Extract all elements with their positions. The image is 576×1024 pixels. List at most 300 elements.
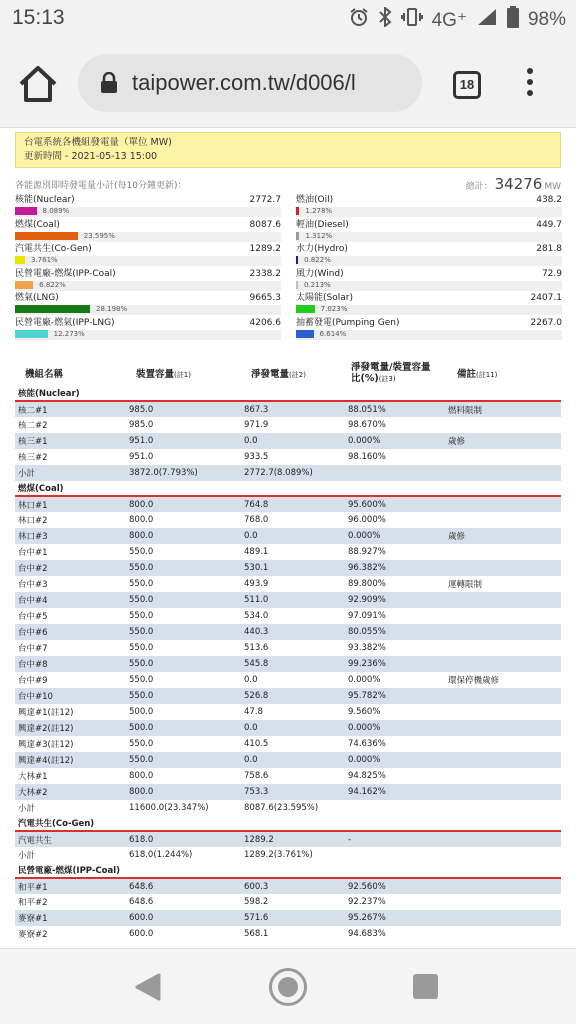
capacity-cell: 550.0: [126, 688, 241, 704]
alarm-icon: [349, 7, 369, 33]
energy-share-bar: [15, 330, 281, 340]
energy-source-value: 72.9: [541, 268, 562, 279]
remark-cell: [445, 560, 561, 576]
ratio-cell: 95.267%: [345, 910, 445, 926]
table-row: [15, 768, 561, 784]
back-icon: [135, 973, 161, 1001]
net-generation-cell: 768.0: [241, 512, 345, 528]
net-generation-cell: 534.0: [241, 608, 345, 624]
remark-cell: [445, 512, 561, 528]
remark-cell: [445, 688, 561, 704]
capacity-cell: 985.0: [126, 417, 241, 433]
url-text: taipower.com.tw/d006/l: [132, 70, 356, 95]
energy-share-fill: [296, 305, 315, 313]
browser-toolbar: [0, 38, 576, 128]
category-label: 汽電共生(Co-Gen): [15, 816, 561, 831]
unit-name-cell: 台中#6: [15, 624, 126, 640]
unit-name-cell: 和平#1: [15, 878, 126, 894]
capacity-cell: 500.0: [126, 704, 241, 720]
ratio-cell: 0.000%: [345, 752, 445, 768]
energy-source-item: [296, 317, 562, 342]
energy-share-percent: 6.614%: [319, 330, 347, 338]
net-generation-cell: 47.8: [241, 704, 345, 720]
unit-name-cell: 台中#7: [15, 640, 126, 656]
energy-source-value: 1289.2: [249, 244, 281, 255]
status-time: 15:13: [12, 6, 65, 29]
energy-share-percent: 12.273%: [53, 330, 85, 338]
col-remark: 備註(註11): [445, 360, 561, 386]
category-label: 燃煤(Coal): [15, 481, 561, 496]
unit-name-cell: 台中#1: [15, 544, 126, 560]
col-ratio: 淨發電量/裝置容量 比(%)(註3): [345, 360, 445, 386]
table-row: [15, 688, 561, 704]
net-generation-cell: 764.8: [241, 496, 345, 512]
energy-source-name: 燃油(Oil): [296, 195, 334, 205]
capacity-cell: 618.0(1.244%): [126, 847, 241, 863]
energy-share-fill: [296, 281, 298, 289]
ratio-cell: 95.600%: [345, 496, 445, 512]
total-generation: 總計： 34276 MW: [465, 175, 561, 193]
status-icons: [349, 6, 566, 34]
ratio-cell: 88.051%: [345, 401, 445, 417]
energy-source-name: 民營電廠-燃氣(IPP-LNG): [15, 318, 115, 328]
table-row: [15, 449, 561, 465]
capacity-cell: 800.0: [126, 528, 241, 544]
table-row: [15, 894, 561, 910]
net-generation-cell: 571.6: [241, 910, 345, 926]
capacity-cell: 648.6: [126, 894, 241, 910]
capacity-cell: 800.0: [126, 768, 241, 784]
ratio-cell: 92.560%: [345, 878, 445, 894]
net-generation-cell: 493.9: [241, 576, 345, 592]
table-row: [15, 608, 561, 624]
col-capacity: 裝置容量(註1): [126, 360, 241, 386]
remark-cell: [445, 640, 561, 656]
capacity-cell: 550.0: [126, 672, 241, 688]
energy-share-bar: [15, 256, 281, 266]
category-row: [15, 863, 561, 878]
ratio-cell: 98.160%: [345, 449, 445, 465]
remark-cell: [445, 910, 561, 926]
ratio-cell: -: [345, 831, 445, 847]
summary-header: [15, 175, 561, 194]
net-generation-cell: 568.1: [241, 926, 345, 942]
net-generation-cell: 1289.2(3.761%): [241, 847, 345, 863]
energy-share-fill: [296, 256, 298, 264]
status-bar: [0, 0, 576, 38]
ratio-cell: 94.162%: [345, 784, 445, 800]
table-row: [15, 878, 561, 894]
capacity-cell: 600.0: [126, 910, 241, 926]
remark-cell: 燃料限制: [445, 401, 561, 417]
capacity-cell: 3872.0(7.793%): [126, 465, 241, 481]
energy-source-item: [15, 268, 281, 293]
energy-share-percent: 8.089%: [42, 207, 70, 215]
table-row: [15, 656, 561, 672]
ratio-cell: 88.927%: [345, 544, 445, 560]
unit-name-cell: 興達#2(註12): [15, 720, 126, 736]
table-row: [15, 720, 561, 736]
table-row: [15, 926, 561, 942]
remark-cell: [445, 894, 561, 910]
table-row: [15, 512, 561, 528]
unit-name-cell: 小計: [15, 800, 126, 816]
ratio-cell: 93.382%: [345, 640, 445, 656]
capacity-cell: 550.0: [126, 656, 241, 672]
ratio-cell: 98.670%: [345, 417, 445, 433]
capacity-cell: 550.0: [126, 544, 241, 560]
energy-source-name: 汽電共生(Co-Gen): [15, 244, 92, 255]
ratio-cell: 89.800%: [345, 576, 445, 592]
vibrate-icon: [401, 7, 423, 33]
net-generation-cell: 0.0: [241, 433, 345, 449]
table-row: [15, 433, 561, 449]
remark-cell: [445, 624, 561, 640]
unit-name-cell: 小計: [15, 465, 126, 481]
recent-apps-button[interactable]: [413, 974, 438, 999]
lock-icon: [100, 72, 118, 94]
net-generation-cell: 753.3: [241, 784, 345, 800]
energy-share-bar: [15, 207, 281, 217]
unit-name-cell: 林口#2: [15, 512, 126, 528]
net-generation-cell: 410.5: [241, 736, 345, 752]
back-button[interactable]: [135, 973, 161, 1005]
capacity-cell: 618.0: [126, 831, 241, 847]
energy-share-bar: [296, 256, 562, 266]
energy-share-percent: 0.213%: [304, 280, 331, 289]
remark-cell: [445, 544, 561, 560]
energy-source-item: [296, 194, 562, 219]
energy-source-name: 水力(Hydro): [296, 244, 348, 255]
table-row: [15, 640, 561, 656]
energy-source-value: 2772.7: [249, 195, 281, 205]
remark-cell: [445, 608, 561, 624]
net-generation-cell: 2772.7(8.089%): [241, 465, 345, 481]
table-row: [15, 831, 561, 847]
unit-name-cell: 台中#8: [15, 656, 126, 672]
unit-name-cell: 興達#4(註12): [15, 752, 126, 768]
net-generation-cell: 511.0: [241, 592, 345, 608]
table-row: [15, 752, 561, 768]
category-label: 民營電廠-燃煤(IPP-Coal): [15, 863, 561, 878]
unit-name-cell: 小計: [15, 847, 126, 863]
ratio-cell: 92.909%: [345, 592, 445, 608]
unit-name-cell: 台中#2: [15, 560, 126, 576]
net-generation-cell: 598.2: [241, 894, 345, 910]
energy-source-name: 風力(Wind): [296, 268, 344, 279]
ratio-cell: 0.000%: [345, 528, 445, 544]
net-generation-cell: 530.1: [241, 560, 345, 576]
energy-share-percent: 28.198%: [96, 305, 128, 314]
energy-share-percent: 7.023%: [320, 305, 348, 314]
energy-share-bar: [296, 281, 562, 291]
capacity-cell: 550.0: [126, 736, 241, 752]
unit-name-cell: 台中#10: [15, 688, 126, 704]
capacity-cell: 11600.0(23.347%): [126, 800, 241, 816]
unit-name-cell: 麥寮#2: [15, 926, 126, 942]
table-row: [15, 560, 561, 576]
signal-icon: [476, 7, 498, 33]
energy-source-item: [15, 219, 281, 244]
table-row: [15, 736, 561, 752]
net-generation-cell: 526.8: [241, 688, 345, 704]
unit-name-cell: 核三#2: [15, 449, 126, 465]
unit-name-cell: 台中#3: [15, 576, 126, 592]
remark-cell: [445, 417, 561, 433]
capacity-cell: 550.0: [126, 608, 241, 624]
energy-share-bar: [15, 305, 281, 315]
capacity-cell: 600.0: [126, 926, 241, 942]
remark-cell: [445, 752, 561, 768]
unit-name-cell: 台中#5: [15, 608, 126, 624]
remark-cell: [445, 847, 561, 863]
energy-source-value: 8087.6: [249, 219, 281, 230]
tab-switcher-button[interactable]: 18: [453, 71, 481, 99]
net-generation-cell: 933.5: [241, 449, 345, 465]
unit-name-cell: 大林#2: [15, 784, 126, 800]
capacity-cell: 985.0: [126, 401, 241, 417]
table-row: [15, 910, 561, 926]
home-nav-button[interactable]: [269, 968, 307, 1006]
remark-cell: [445, 800, 561, 816]
unit-name-cell: 核二#2: [15, 417, 126, 433]
energy-source-value: 281.8: [536, 244, 562, 255]
table-row: [15, 544, 561, 560]
unit-name-cell: 台中#4: [15, 592, 126, 608]
table-row: [15, 847, 561, 863]
ratio-cell: 9.560%: [345, 704, 445, 720]
energy-source-name: 太陽能(Solar): [296, 293, 353, 304]
unit-name-cell: 興達#3(註12): [15, 736, 126, 752]
ratio-cell: 0.000%: [345, 672, 445, 688]
remark-cell: [445, 831, 561, 847]
ratio-cell: 80.055%: [345, 624, 445, 640]
remark-cell: [445, 496, 561, 512]
col-unit-name: 機組名稱: [15, 360, 126, 386]
category-row: [15, 816, 561, 831]
table-row: [15, 624, 561, 640]
capacity-cell: 550.0: [126, 640, 241, 656]
energy-share-bar: [296, 232, 562, 242]
remark-cell: [445, 704, 561, 720]
energy-source-value: 2338.2: [249, 268, 281, 279]
energy-share-fill: [15, 207, 37, 215]
energy-share-percent: 1.312%: [305, 231, 333, 240]
ratio-cell: 96.000%: [345, 512, 445, 528]
table-row: [15, 576, 561, 592]
battery-level: 98%: [527, 9, 566, 30]
remark-cell: [445, 878, 561, 894]
energy-source-value: 2407.1: [530, 293, 562, 304]
unit-name-cell: 和平#2: [15, 894, 126, 910]
home-button[interactable]: [16, 64, 60, 104]
remark-cell: 環保停機歲修: [445, 672, 561, 688]
energy-share-fill: [296, 330, 314, 338]
remark-cell: [445, 926, 561, 942]
ratio-cell: 92.237%: [345, 894, 445, 910]
ratio-cell: 0.000%: [345, 720, 445, 736]
energy-share-fill: [15, 305, 90, 313]
net-generation-cell: 971.9: [241, 417, 345, 433]
energy-share-bar: [15, 232, 281, 242]
energy-share-percent: 6.822%: [39, 280, 66, 289]
remark-cell: [445, 736, 561, 752]
energy-share-fill: [15, 330, 48, 338]
total-value: 34276: [494, 175, 543, 193]
ratio-cell: 74.636%: [345, 736, 445, 752]
remark-cell: 歲修: [445, 433, 561, 449]
net-generation-cell: 0.0: [241, 752, 345, 768]
system-nav-bar: [0, 948, 576, 1024]
capacity-cell: 800.0: [126, 496, 241, 512]
net-generation-cell: 513.6: [241, 640, 345, 656]
energy-source-item: [296, 292, 562, 317]
bluetooth-icon: [378, 7, 392, 33]
capacity-cell: 648.6: [126, 878, 241, 894]
energy-share-bar: [296, 207, 562, 217]
unit-name-cell: 核二#1: [15, 401, 126, 417]
energy-source-name: 輕油(Diesel): [296, 219, 349, 230]
unit-name-cell: 核三#1: [15, 433, 126, 449]
remark-cell: [445, 768, 561, 784]
energy-source-item: [296, 268, 562, 293]
summary-caption: 各能源別即時發電量小計(每10分鐘更新)：: [15, 181, 187, 191]
net-generation-cell: 867.3: [241, 401, 345, 417]
energy-share-percent: 1.278%: [305, 207, 333, 215]
energy-share-percent: 23.595%: [83, 231, 115, 240]
ratio-cell: 95.782%: [345, 688, 445, 704]
ratio-cell: [345, 847, 445, 863]
energy-share-fill: [15, 281, 33, 289]
table-row: [15, 672, 561, 688]
capacity-cell: 550.0: [126, 576, 241, 592]
table-row: [15, 528, 561, 544]
remark-cell: 運轉限制: [445, 576, 561, 592]
net-generation-cell: 489.1: [241, 544, 345, 560]
energy-source-value: 9665.3: [249, 293, 281, 304]
energy-share-fill: [15, 256, 25, 264]
capacity-cell: 550.0: [126, 592, 241, 608]
energy-source-name: 抽蓄發電(Pumping Gen): [296, 318, 400, 328]
energy-source-item: [15, 194, 281, 219]
energy-source-name: 民營電廠-燃煤(IPP-Coal): [15, 268, 116, 279]
energy-share-percent: 3.761%: [31, 256, 58, 265]
net-generation-cell: 600.3: [241, 878, 345, 894]
ratio-cell: 97.091%: [345, 608, 445, 624]
ratio-cell: 96.382%: [345, 560, 445, 576]
unit-table: [15, 360, 561, 942]
net-generation-cell: 8087.6(23.595%): [241, 800, 345, 816]
remark-cell: [445, 465, 561, 481]
energy-share-fill: [15, 232, 78, 240]
energy-source-name: 核能(Nuclear): [15, 195, 75, 205]
table-header-row: [15, 360, 561, 386]
col-net-generation: 淨發電量(註2): [241, 360, 345, 386]
energy-source-item: [15, 243, 281, 268]
energy-source-value: 4206.6: [249, 318, 281, 328]
net-generation-cell: 0.0: [241, 672, 345, 688]
unit-name-cell: 興達#1(註12): [15, 704, 126, 720]
capacity-cell: 800.0: [126, 512, 241, 528]
energy-source-name: 燃氣(LNG): [15, 293, 59, 304]
capacity-cell: 951.0: [126, 449, 241, 465]
table-row: [15, 784, 561, 800]
capacity-cell: 550.0: [126, 560, 241, 576]
battery-icon: [507, 6, 519, 34]
remark-cell: 歲修: [445, 528, 561, 544]
capacity-cell: 800.0: [126, 784, 241, 800]
url-bar[interactable]: [78, 54, 422, 112]
net-generation-cell: 0.0: [241, 528, 345, 544]
category-row: [15, 481, 561, 496]
remark-cell: [445, 720, 561, 736]
table-row: [15, 592, 561, 608]
net-generation-cell: 545.8: [241, 656, 345, 672]
energy-source-item: [296, 243, 562, 268]
unit-name-cell: 麥寮#1: [15, 910, 126, 926]
overflow-menu-button[interactable]: [522, 68, 538, 102]
energy-share-percent: 0.822%: [304, 256, 331, 265]
energy-source-name: 燃煤(Coal): [15, 219, 60, 230]
capacity-cell: 550.0: [126, 624, 241, 640]
energy-share-fill: [296, 232, 299, 240]
energy-source-item: [15, 317, 281, 342]
energy-source-value: 438.2: [536, 195, 562, 205]
table-row: [15, 401, 561, 417]
ratio-cell: 94.683%: [345, 926, 445, 942]
remark-cell: [445, 592, 561, 608]
unit-name-cell: 汽電共生: [15, 831, 126, 847]
table-row: [15, 496, 561, 512]
ratio-cell: [345, 465, 445, 481]
ratio-cell: [345, 800, 445, 816]
energy-source-item: [296, 219, 562, 244]
unit-name-cell: 大林#1: [15, 768, 126, 784]
capacity-cell: 550.0: [126, 752, 241, 768]
page-content: [0, 128, 576, 948]
unit-name-cell: 林口#3: [15, 528, 126, 544]
remark-cell: [445, 784, 561, 800]
net-generation-cell: 1289.2: [241, 831, 345, 847]
category-row: [15, 386, 561, 401]
energy-source-value: 2267.0: [530, 318, 562, 328]
energy-share-bar: [296, 305, 562, 315]
banner-title: 台電系統各機組發電量（單位 MW): [24, 137, 172, 148]
net-generation-cell: 0.0: [241, 720, 345, 736]
net-generation-cell: 758.6: [241, 768, 345, 784]
net-generation-cell: 440.3: [241, 624, 345, 640]
home-icon: [16, 64, 60, 104]
table-row: [15, 417, 561, 433]
network-type: 4G⁺: [431, 9, 467, 31]
energy-share-bar: [15, 281, 281, 291]
energy-source-item: [15, 292, 281, 317]
capacity-cell: 500.0: [126, 720, 241, 736]
remark-cell: [445, 656, 561, 672]
unit-name-cell: 台中#9: [15, 672, 126, 688]
energy-share-fill: [296, 207, 299, 215]
banner-updated-time: 更新時間 - 2021-05-13 15:00: [24, 151, 158, 162]
table-row: [15, 704, 561, 720]
category-label: 核能(Nuclear): [15, 386, 561, 401]
ratio-cell: 99.236%: [345, 656, 445, 672]
remark-cell: [445, 449, 561, 465]
table-row: [15, 465, 561, 481]
energy-source-value: 449.7: [536, 219, 562, 230]
table-row: [15, 800, 561, 816]
info-banner: [15, 132, 561, 168]
unit-table-body: [15, 386, 561, 942]
